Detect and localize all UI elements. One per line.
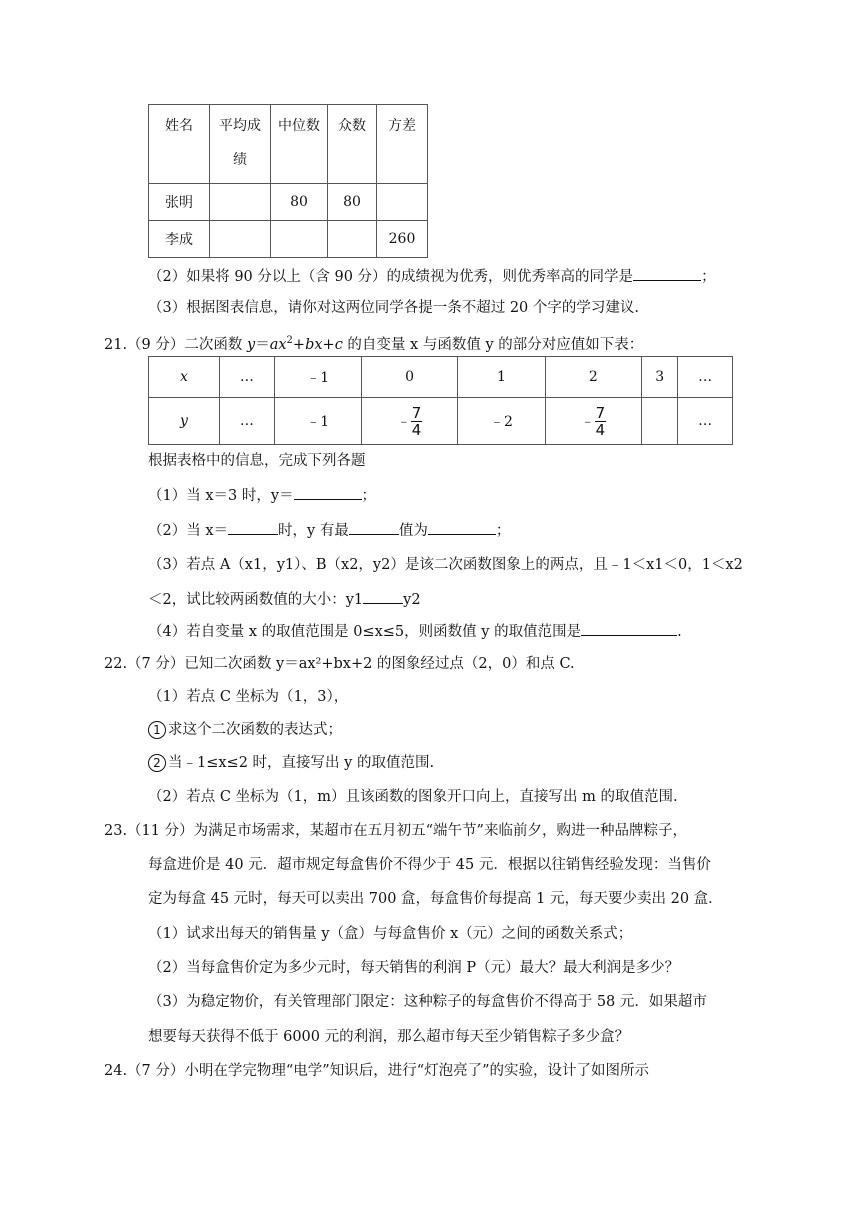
q21-part1: （1）当 x＝3 时，y＝ ； [148, 485, 376, 506]
cell: 80 [328, 184, 377, 221]
cell: ﹣1 [274, 357, 361, 398]
table-row-y [149, 398, 733, 445]
cell: … [678, 357, 733, 398]
cell [642, 398, 678, 445]
q21-stem: 21.（9 分）二次函数 $y=ax^2+bx+c$ 的自变量 x 与函数值 y 的部分对应值如下表： [104, 335, 644, 353]
cell: 李成 [149, 221, 210, 258]
q22-sub2: 2 当﹣1≤x≤2 时，直接写出 y 的取值范围. [148, 753, 434, 773]
q23-line1: 23.（11 分）为满足市场需求，某超市在五月初五“端午节”来临前夕，购进一种品牌粽子， [104, 823, 687, 839]
header-name: 姓名 [149, 105, 210, 184]
header-variance: 方差 [377, 105, 428, 184]
cell: … [220, 398, 275, 445]
q23-part1: （1）试求出每天的销售量 y（盒）与每盒售价 x（元）之间的函数关系式； [148, 926, 633, 942]
cell: 1 [458, 357, 545, 398]
q24-line1: 24.（7 分）小明在学完物理“电学”知识后，进行“灯泡亮了”的实验，设计了如图所示 [104, 1063, 650, 1079]
q22-sub1: 1 求这个二次函数的表达式； [148, 720, 342, 740]
q21-part4: （4）若自变量 x 的取值范围是 0≤x≤5，则函数值 y 的取值范围是 . [148, 621, 682, 642]
cell: 260 [377, 221, 428, 258]
y-label: y [149, 398, 220, 445]
q22-stem: 22.（7 分）已知二次函数 y＝ax²+bx+2 的图象经过点（2，0）和点 C. [104, 656, 575, 672]
cell [271, 221, 328, 258]
cell: … [678, 398, 733, 445]
cell: 3 [642, 357, 678, 398]
cell: ﹣2 [458, 398, 545, 445]
cell-fraction: ﹣ $\frac{7}{4}$ [545, 398, 642, 445]
cell: … [220, 357, 275, 398]
q23-part3: （3）为稳定物价，有关管理部门限定：这种粽子的每盒售价不得高于 58 元．如果超市 [148, 994, 707, 1010]
q21-part2: （2）当 x＝ 时，y 有最 值为 ； [148, 520, 510, 541]
cell-fraction: ﹣ $\frac{7}{4}$ [361, 398, 458, 445]
q20-part3: （3）根据图表信息，请你对这两位同学各提一条不超过 20 个字的学习建议. [148, 300, 640, 316]
q21-intro: 根据表格中的信息，完成下列各题 [148, 453, 366, 469]
cell: 0 [361, 357, 458, 398]
score-table [148, 104, 428, 258]
header-mode: 众数 [328, 105, 377, 184]
q21-part3: （3）若点 A（x1，y1）、B（x2，y2）是该二次函数图象上的两点，且﹣1＜x1＜0，1＜x2 [148, 557, 743, 573]
cell [210, 184, 271, 221]
cell: 2 [545, 357, 642, 398]
q23-part2: （2）当每盒售价定为多少元时，每天销售的利润 P（元）最大？最大利润是多少？ [148, 960, 680, 976]
table-row-x [149, 357, 733, 398]
table-row [149, 221, 428, 258]
xy-table [148, 356, 733, 445]
q23-part3-cont: 想要每天获得不低于 6000 元的利润，那么超市每天至少销售粽子多少盒？ [148, 1029, 630, 1045]
q23-line3: 定为每盒 45 元时，每天可以卖出 700 盒，每盒售价每提高 1 元，每天要少卖出 20 盒． [148, 891, 723, 907]
header-median: 中位数 [271, 105, 328, 184]
q23-line2: 每盒进价是 40 元．超市规定每盒售价不得少于 45 元．根据以往销售经验发现：当售价 [148, 857, 711, 873]
cell [377, 184, 428, 221]
cell: 80 [271, 184, 328, 221]
cell [210, 221, 271, 258]
q20-part2: （2）如果将 90 分以上（含 90 分）的成绩视为优秀，则优秀率高的同学是 ； [148, 266, 716, 287]
cell: ﹣1 [274, 398, 361, 445]
q22-part2: （2）若点 C 坐标为（1，m）且该函数的图象开口向上，直接写出 m 的取值范围. [148, 789, 678, 805]
table-row [149, 184, 428, 221]
header-average: 平均成 绩 [210, 105, 271, 184]
cell [328, 221, 377, 258]
cell: 张明 [149, 184, 210, 221]
x-label: x [149, 357, 220, 398]
q21-part3-cont: ＜2，试比较两函数值的大小：y1 y2 [148, 589, 421, 610]
q22-part1: （1）若点 C 坐标为（1，3）， [148, 689, 349, 705]
